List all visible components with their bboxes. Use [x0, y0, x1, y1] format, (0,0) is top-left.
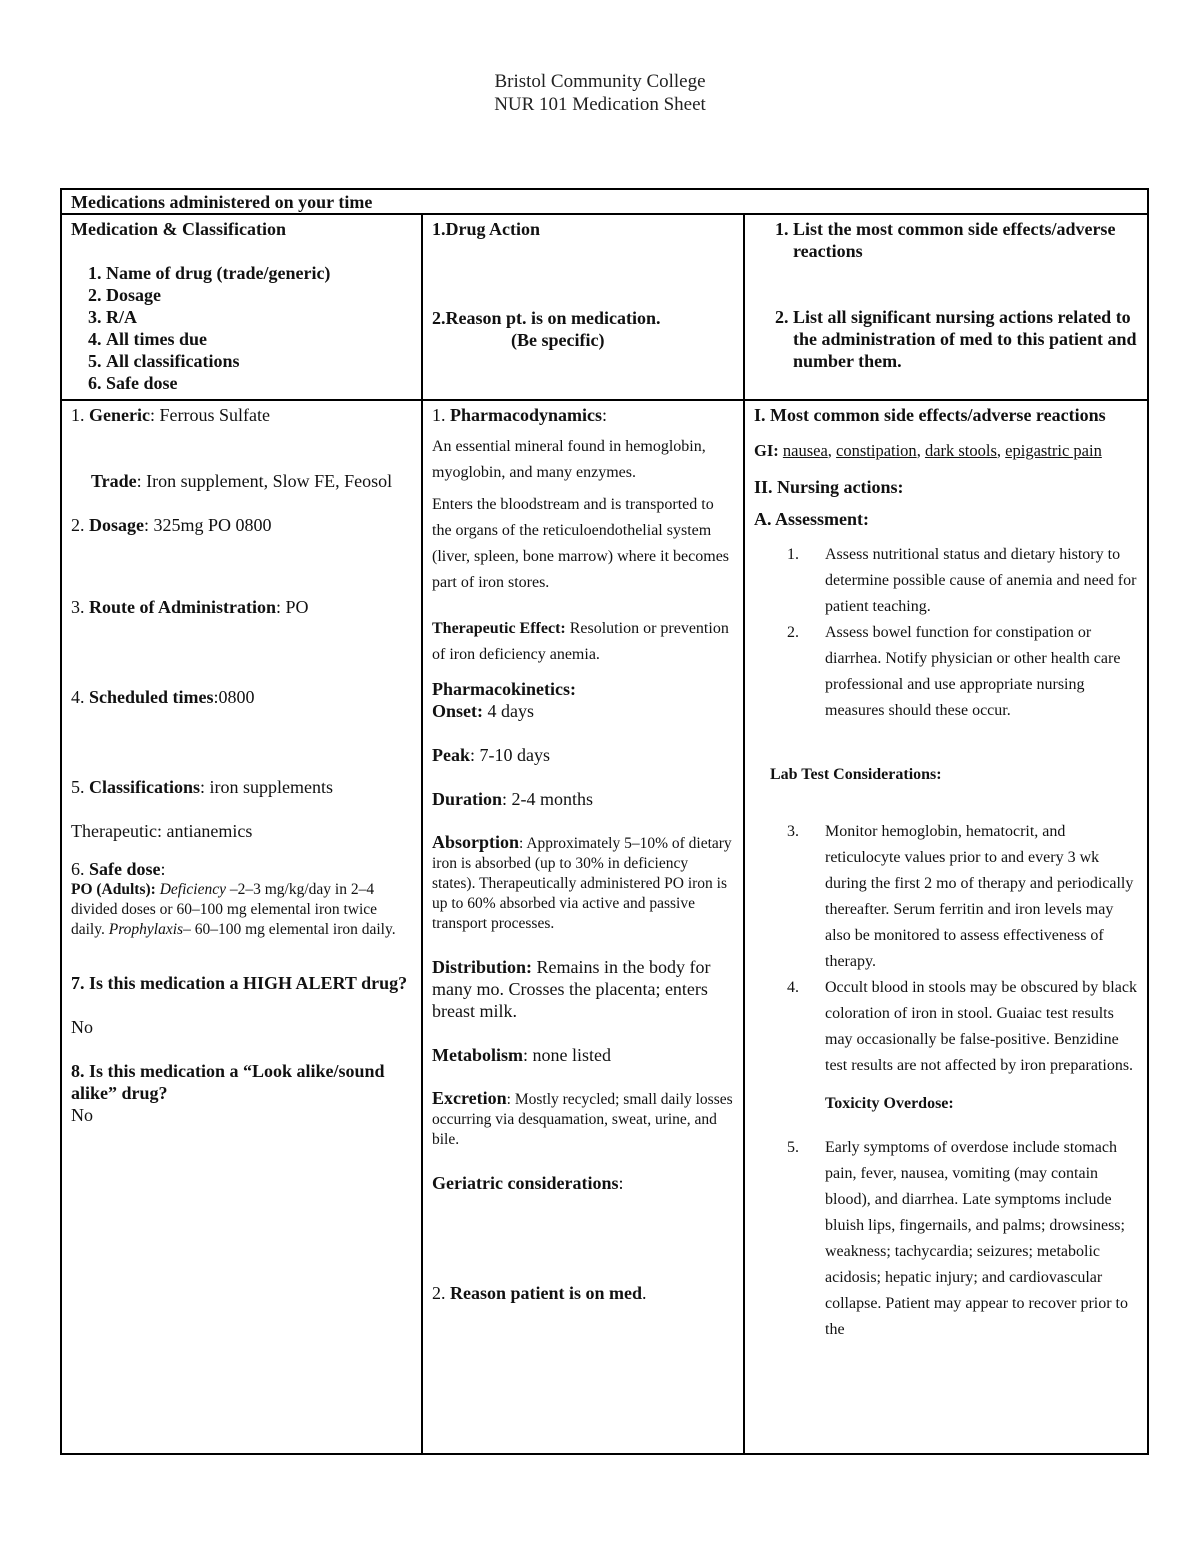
duration-value: : 2-4 months: [502, 789, 594, 809]
side-effect-item: constipation: [836, 441, 917, 460]
route-line: [71, 596, 413, 618]
lab-title: Lab Test Considerations:: [770, 766, 942, 783]
onset-line: [432, 700, 735, 722]
list-item: 2. List all significant nursing actions related to the administration of med to this patient and number them.: [793, 306, 1139, 372]
side-effects-cell: [744, 400, 1148, 1454]
header-cell-drug-action: [422, 214, 744, 400]
header-list: [71, 262, 413, 394]
excretion-label: Excretion: [432, 1088, 507, 1108]
trade-value: : Iron supplement, Slow FE, Feosol: [136, 471, 393, 491]
list-item: [754, 975, 1139, 1079]
prophylaxis-label: Prophylaxis: [108, 921, 184, 938]
assessment-title: A. Assessment:: [754, 509, 869, 529]
reason-label: Reason patient is on med: [450, 1283, 643, 1303]
table-banner: Medications administered on your time: [61, 189, 1148, 214]
high-alert-question: 7. Is this medication a HIGH ALERT drug?: [71, 973, 408, 993]
look-alike-answer: No: [71, 1105, 93, 1125]
absorption-text: [432, 832, 735, 934]
therapeutic-effect: [432, 616, 735, 668]
dosage-label: Dosage: [89, 515, 144, 535]
item-number: 1.: [787, 546, 799, 563]
colon: :: [618, 1173, 624, 1193]
sheet-title: NUR 101 Medication Sheet: [494, 94, 706, 115]
item-number: 2.: [71, 515, 89, 535]
prophylaxis-text: – 60–100 mg elemental iron daily.: [183, 921, 396, 938]
pharmacodynamics-line: [432, 404, 735, 426]
item-number: 4.: [71, 687, 89, 707]
list-item: 4. All times due: [106, 328, 413, 350]
lab-list: [754, 819, 1139, 1079]
assessment-list: [754, 542, 1139, 724]
onset-label: Onset:: [432, 701, 483, 721]
deficiency-text: –2–3 mg/kg/day in 2–4 divided doses or 60–100 mg elemental iron twice daily.: [71, 881, 378, 938]
list-item: [754, 542, 1139, 620]
safe-dose-text: [71, 880, 413, 940]
dosage-line: [71, 514, 413, 536]
item-number: 2.: [787, 624, 799, 641]
absorption-label: Absorption: [432, 832, 520, 852]
item-text: Occult blood in stools may be obscured by black coloration of iron in stool. Guaiac test results may occasionally be false-positive. Benzidine test results are not affected by iron preparations.: [825, 979, 1137, 1074]
peak-value: : 7-10 days: [470, 745, 550, 765]
list-item: 1. Name of drug (trade/generic): [106, 262, 413, 284]
metabolism-label: Metabolism: [432, 1045, 523, 1065]
high-alert-answer: No: [71, 1017, 93, 1037]
therapeutic-line: Therapeutic: antianemics: [71, 821, 253, 841]
trade-label: Trade: [91, 471, 137, 491]
distribution-label: Distribution:: [432, 957, 533, 977]
college-name: Bristol Community College: [494, 71, 706, 92]
trade-line: [71, 470, 413, 492]
pharmacodynamics-text-1: An essential mineral found in hemoglobin, myoglobin, and many enzymes.: [432, 438, 706, 481]
item-number: 4.: [787, 979, 799, 996]
item-number: 5.: [71, 777, 89, 797]
item-number: 6.: [71, 859, 89, 879]
peak-line: [432, 744, 735, 766]
times-label: Scheduled times: [89, 687, 214, 707]
list-item: 3. R/A: [106, 306, 413, 328]
safe-dose-line: [71, 858, 413, 880]
deficiency-label: Deficiency: [159, 881, 226, 898]
excretion-value: : Mostly recycled; small daily losses occurring via desquamation, sweat, urine, and bile.: [432, 1091, 733, 1148]
item-number: 3.: [787, 823, 799, 840]
list-item: [754, 819, 1139, 975]
item-number: 1.: [71, 405, 89, 425]
list-item: 2. Dosage: [106, 284, 413, 306]
side-effect-item: nausea: [782, 441, 828, 460]
medication-cell: [61, 400, 422, 1454]
duration-line: [432, 788, 735, 810]
metabolism-line: [432, 1044, 735, 1066]
item-text: Early symptoms of overdose include stomach pain, fever, nausea, vomiting (may contain blood), and diarrhea. Late symptoms include bluish lips, fingernails, and palms; drowsiness; weakness; tachycardia; seizures; metabolic acidosis; hepatic injury; and cardiovascular collapse. Patient may appear to recover prior to the: [825, 1139, 1128, 1338]
therapeutic-effect-label: Therapeutic Effect:: [432, 620, 566, 637]
toxicity-list: [754, 1135, 1139, 1343]
generic-label: Generic: [89, 405, 150, 425]
geriatric-line: [432, 1172, 735, 1194]
therapeutic-effect-text: Resolution or prevention of iron deficiency anemia.: [432, 620, 729, 663]
reason-subheading: (Be specific): [511, 330, 605, 350]
look-alike-question: 8. Is this medication a “Look alike/sound alike” drug?: [71, 1061, 385, 1103]
item-number: 3.: [71, 597, 89, 617]
times-value: :0800: [213, 687, 255, 707]
header-list: [754, 218, 1139, 372]
list-item: 5. All classifications: [106, 350, 413, 372]
colon: :: [160, 859, 166, 879]
header-cell-medication: [61, 214, 422, 400]
pharmacodynamics-label: Pharmacodynamics: [450, 405, 602, 425]
route-value: : PO: [276, 597, 309, 617]
gi-label: GI:: [754, 441, 779, 460]
drug-action-heading: 1.Drug Action: [432, 219, 540, 239]
item-number: 1.: [432, 405, 450, 425]
list-item: 1. List the most common side effects/adverse reactions: [793, 218, 1139, 262]
item-number: 2.: [432, 1283, 450, 1303]
drug-action-cell: [422, 400, 744, 1454]
list-item: [754, 620, 1139, 724]
period: .: [642, 1283, 647, 1303]
geriatric-label: Geriatric considerations: [432, 1173, 619, 1193]
metabolism-value: : none listed: [522, 1045, 611, 1065]
side-effects-title: I. Most common side effects/adverse reactions: [754, 405, 1106, 425]
item-text: Assess nutritional status and dietary history to determine possible cause of anemia and need for patient teaching.: [825, 546, 1137, 615]
generic-line: [71, 404, 413, 426]
item-number: 5.: [787, 1139, 799, 1156]
absorption-value: : Approximately 5–10% of dietary iron is absorbed (up to 30% in deficiency states). Therapeutically administered PO iron is up to 60% absorbed via active and passive transport processes.: [432, 835, 732, 932]
gi-line: GI: nausea, constipation, dark stools, epigastric pain: [754, 441, 1102, 460]
item-text: Monitor hemoglobin, hematocrit, and reticulocyte values prior to and every 3 wk during the first 2 mo of therapy and periodically thereafter. Serum ferritin and iron levels may also be monitored to assess effectiveness of therapy.: [825, 823, 1134, 970]
generic-value: : Ferrous Sulfate: [149, 405, 270, 425]
onset-value: 4 days: [483, 701, 534, 721]
header-title: Medication & Classification: [71, 219, 286, 239]
distribution-value: Remains in the body for many mo. Crosses the placenta; enters breast milk.: [432, 957, 711, 1021]
header-cell-side-effects: [744, 214, 1148, 400]
peak-label: Peak: [432, 745, 470, 765]
colon: :: [602, 405, 608, 425]
pharmacodynamics-text-2: Enters the bloodstream and is transported to the organs of the reticuloendothelial system (liver, spleen, bone marrow) where it becomes part of iron stores.: [432, 496, 730, 591]
classifications-value: : iron supplements: [200, 777, 334, 797]
side-effect-item: epigastric pain: [1005, 441, 1102, 460]
pharmacokinetics-heading: Pharmacokinetics:: [432, 679, 576, 699]
toxicity-title: Toxicity Overdose:: [825, 1095, 954, 1112]
distribution-text: [432, 956, 735, 1022]
duration-label: Duration: [432, 789, 503, 809]
reason-heading: 2.Reason pt. is on medication.: [432, 308, 661, 328]
po-adults-label: PO (Adults):: [71, 881, 156, 898]
medication-table: [60, 188, 1149, 1455]
route-label: Route of Administration: [89, 597, 277, 617]
nursing-actions-title: II. Nursing actions:: [754, 477, 904, 497]
times-line: [71, 686, 413, 708]
side-effect-item: dark stools: [924, 441, 997, 460]
classifications-line: [71, 776, 413, 798]
safe-dose-label: Safe dose: [89, 859, 161, 879]
dosage-value: : 325mg PO 0800: [144, 515, 272, 535]
document-header: [0, 70, 1200, 116]
item-text: Assess bowel function for constipation or diarrhea. Notify physician or other health care professional and use appropriate nursing measures should these occur.: [825, 624, 1121, 719]
classifications-label: Classifications: [89, 777, 201, 797]
list-item: [754, 1135, 1139, 1343]
list-item: 6. Safe dose: [106, 372, 413, 394]
excretion-text: [432, 1088, 735, 1150]
reason-line: [432, 1282, 735, 1304]
